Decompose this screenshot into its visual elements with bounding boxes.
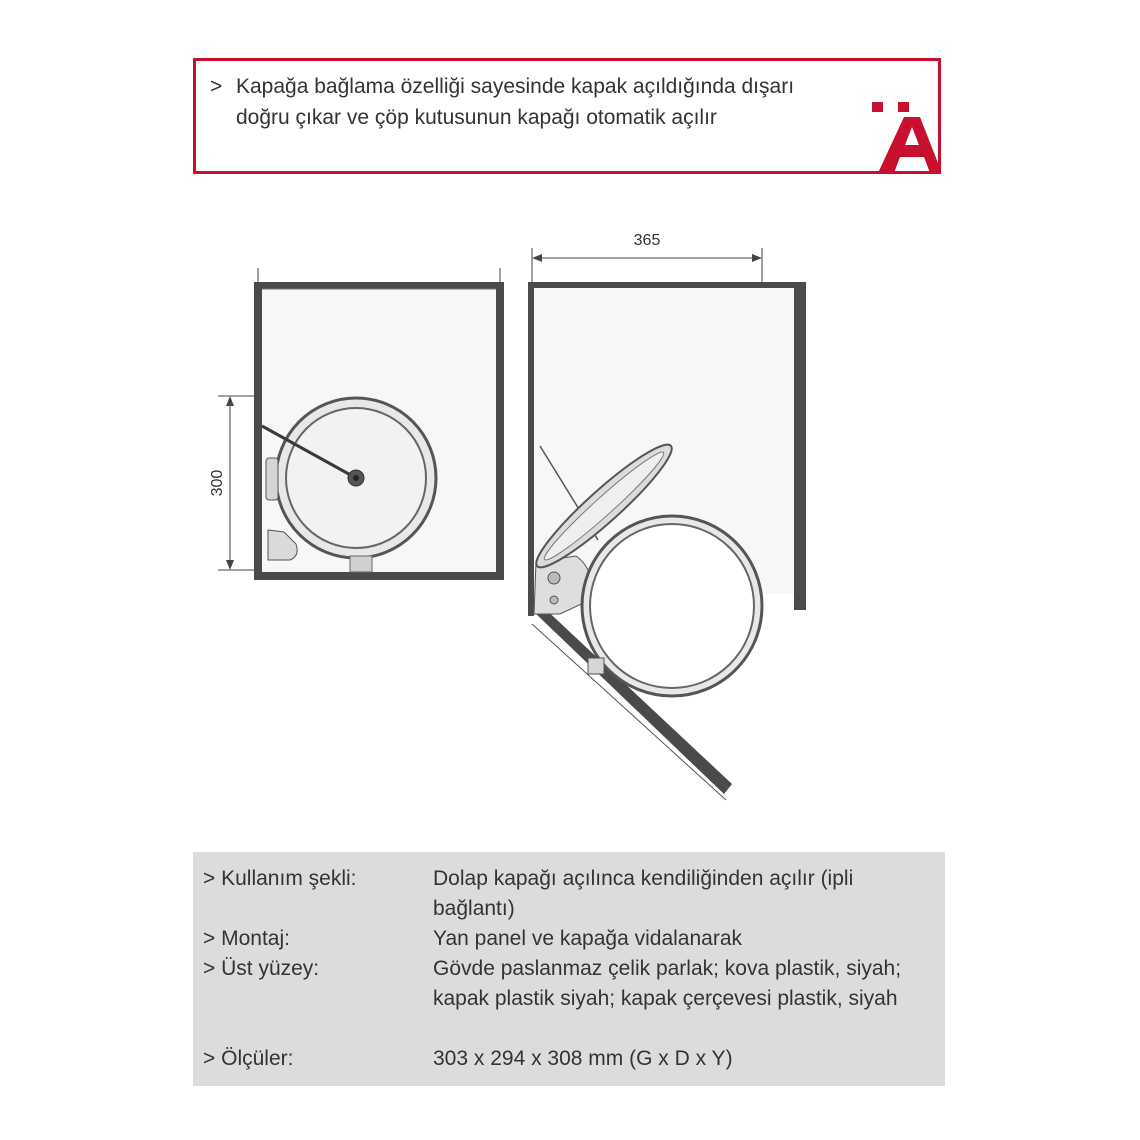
- spec-table: [193, 852, 945, 1086]
- cabinet-left-wall: [254, 282, 262, 580]
- open-bin-interior: [590, 524, 754, 688]
- cabinet-door-panel: [254, 572, 504, 580]
- spec-value: 303 x 294 x 308 mm (G x D x Y): [433, 1047, 733, 1070]
- spec-value: Gövde paslanmaz çelik parlak; kova plastik, siyah; kapak plastik siyah; kapak çerçevesi plastik, siyah: [433, 957, 902, 1010]
- feature-description: Kapağa bağlama özelliği sayesinde kapak açıldığında dışarı doğru çıkar ve çöp kutusunun kapağı otomatik açılır: [236, 75, 795, 129]
- closed-cabinet-view: [218, 268, 504, 580]
- spec-label: > Kullanım şekli:: [203, 867, 357, 890]
- bullet-chevron: >: [210, 75, 223, 98]
- spec-label: > Üst yüzey:: [203, 957, 320, 980]
- cabinet-top-panel: [254, 282, 504, 289]
- width-dimension-label: 365: [633, 232, 661, 249]
- hinge-bracket: [266, 458, 278, 500]
- spec-value: Yan panel ve kapağa vidalanarak: [433, 927, 743, 950]
- spec-value: Dolap kapağı açılınca kendiliğinden açılır (ipli bağlantı): [433, 867, 854, 920]
- open-cabinet-top-panel: [528, 282, 800, 288]
- spec-label: > Montaj:: [203, 927, 290, 950]
- open-cabinet-view: [526, 248, 806, 800]
- open-cabinet-right-wall: [794, 282, 806, 610]
- cabinet-right-wall: [496, 282, 504, 580]
- spec-label: > Ölçüler:: [203, 1047, 294, 1070]
- open-cabinet-left-wall: [528, 282, 534, 616]
- height-dimension-label: 300: [209, 469, 226, 497]
